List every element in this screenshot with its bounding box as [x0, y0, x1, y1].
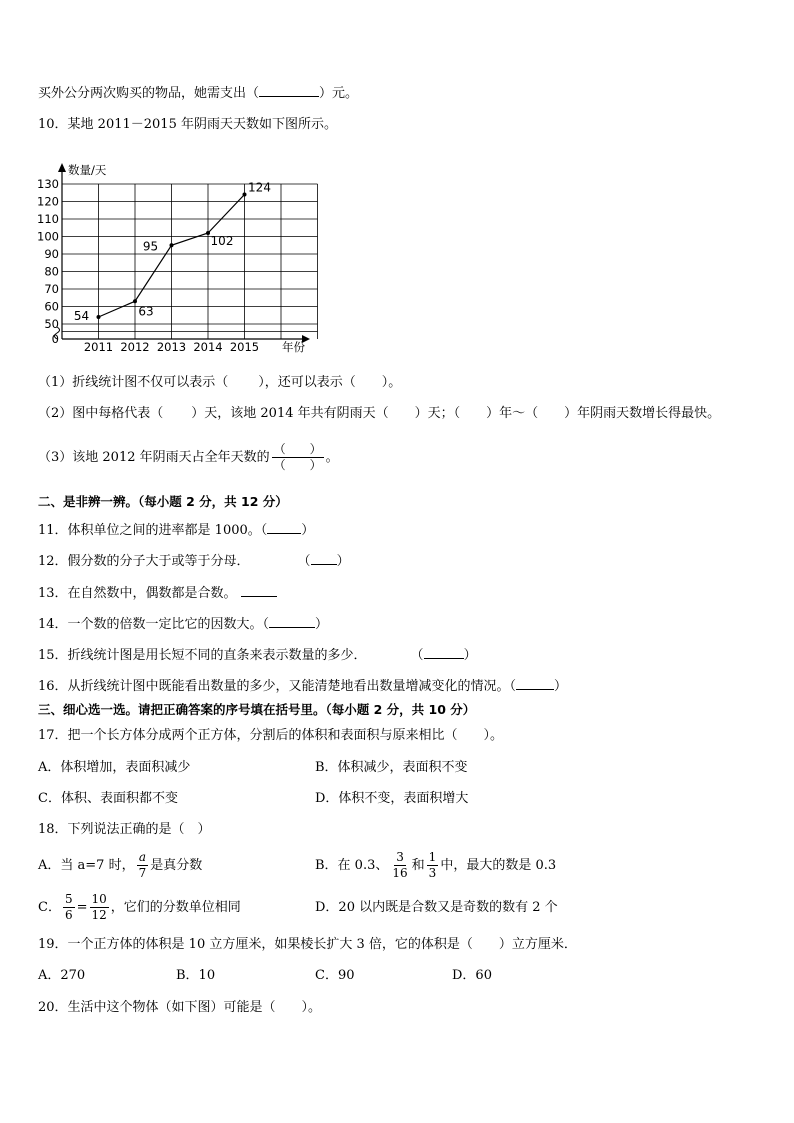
- fraction-numerator: 5: [64, 892, 73, 906]
- q18b-fraction1: [390, 850, 409, 881]
- q10-sub2: [38, 405, 720, 423]
- q10-sub1-a: （1）折线统计图不仅可以表示（: [38, 375, 229, 390]
- q14: [38, 614, 328, 634]
- q18a-pre: A．当 a=7 时，: [38, 858, 135, 873]
- q15-text: 15．折线统计图是用长短不同的直条来表示数量的多少．: [38, 648, 367, 663]
- line-chart: [30, 155, 330, 355]
- q12-answer-blank[interactable]: [311, 551, 337, 565]
- y-tick-label: 0: [51, 332, 59, 346]
- y-tick-label: 80: [44, 264, 59, 279]
- q13-answer-blank[interactable]: [241, 583, 277, 597]
- x-tick-label: 2015: [229, 340, 260, 354]
- y-tick-label: 70: [44, 282, 59, 296]
- q11-answer-blank[interactable]: [267, 520, 301, 534]
- q10-sub2-e: ）年阴雨天数增长得最快。: [564, 406, 721, 421]
- q18-option-d[interactable]: D．20 以内既是合数又是奇数的数有 2 个: [315, 900, 558, 915]
- data-point: [133, 299, 137, 303]
- chart-axes: [55, 163, 311, 343]
- q18b-pre: B．在 0.3、: [315, 858, 389, 873]
- q18c-pre: C．: [38, 900, 61, 915]
- q14-answer-blank[interactable]: [269, 614, 315, 628]
- fraction-denominator: 6: [64, 908, 73, 922]
- q19-option-c[interactable]: C．90: [315, 968, 355, 983]
- x-tick-label: 2013: [156, 340, 187, 354]
- q12-close: ）: [336, 554, 350, 569]
- y-tick-label: 130: [37, 177, 59, 191]
- y-tick-label: 90: [44, 247, 59, 261]
- q18-stem: 18．下列说法正确的是（ ）: [38, 822, 211, 837]
- q11-close: ）: [301, 523, 315, 538]
- x-tick-label: 2014: [193, 340, 223, 354]
- y-axis-arrow: [58, 163, 66, 172]
- fraction-numerator: 3: [396, 850, 404, 864]
- q19-option-b[interactable]: B．10: [176, 968, 216, 983]
- data-label: 95: [142, 239, 159, 254]
- q18c-eq: =: [76, 900, 88, 915]
- fraction-denominator: 7: [138, 866, 147, 880]
- fraction-numerator: 1: [428, 850, 437, 864]
- y-axis-label: 数量/天: [68, 163, 107, 177]
- q10-sub2-b: ）天，该地 2014 年共有阴雨天（: [191, 406, 389, 421]
- q12-open: （: [297, 554, 311, 569]
- q17-option-d[interactable]: D．体积不变，表面积增大: [315, 791, 469, 806]
- q19-option-a[interactable]: A．270: [38, 968, 86, 983]
- q15-answer-blank[interactable]: [424, 645, 464, 659]
- q17-option-b[interactable]: B．体积减少，表面积不变: [315, 760, 468, 775]
- q17-option-a[interactable]: A．体积增加，表面积减少: [38, 760, 191, 775]
- section2-title: 二、是非辨一辨。（每小题 2 分，共 12 分）: [38, 494, 288, 509]
- y-tick-label: 50: [44, 317, 59, 331]
- fraction-numerator: a: [138, 850, 146, 864]
- q18b-post: 中，最大的数是 0.3: [440, 858, 557, 873]
- q9-text-after: ）元。: [319, 86, 359, 101]
- q15: [38, 645, 477, 665]
- y-tick-label: 110: [37, 212, 59, 226]
- q18c-fraction1: [63, 892, 75, 923]
- section3-title: 三、细心选一选。请把正确答案的序号填在括号里。（每小题 2 分，共 10 分）: [38, 702, 476, 717]
- q16: [38, 676, 567, 696]
- data-point: [243, 193, 247, 197]
- q13: [38, 583, 277, 603]
- q17-option-c[interactable]: C．体积、表面积都不变: [38, 791, 178, 806]
- q18b-mid: 和: [411, 858, 425, 873]
- fraction-numerator: （ ）: [273, 442, 322, 456]
- y-tick-label: 120: [37, 194, 59, 209]
- q17-stem: 17．把一个长方体分成两个正方体，分割后的体积和表面积与原来相比（ ）。: [38, 728, 504, 743]
- fraction-denominator: 16: [392, 866, 408, 880]
- q10-sub3-a: （3）该地 2012 年阴雨天占全年天数的: [38, 450, 270, 465]
- q16-close: ）: [554, 679, 568, 694]
- q18a-post: 是真分数: [150, 858, 203, 873]
- q18a-fraction: [137, 850, 149, 881]
- q14-text: 14．一个数的倍数一定比它的因数大。（: [38, 617, 270, 632]
- x-tick-label: 2011: [83, 340, 114, 354]
- q10-sub1-b: ），还可以表示（: [258, 375, 356, 390]
- x-tick-label: 2012: [120, 340, 150, 354]
- fraction-denominator: 3: [428, 866, 437, 880]
- fraction-denominator: 12: [91, 908, 107, 922]
- q12-text: 12．假分数的分子大于或等于分母．: [38, 554, 250, 569]
- q20-stem: 20．生活中这个物体（如下图）可能是（ ）。: [38, 1000, 322, 1015]
- q10-sub3-b: 。: [325, 450, 339, 465]
- y-tick-label: 100: [37, 229, 59, 244]
- q18-option-b[interactable]: [315, 848, 556, 884]
- q18c-fraction2: [90, 892, 109, 923]
- y-tick-label: 60: [44, 299, 59, 314]
- q10-sub1-c: ）。: [381, 375, 402, 390]
- q18c-post: ，它们的分数单位相同: [110, 900, 241, 915]
- fraction-numerator: 10: [91, 892, 107, 906]
- q18b-fraction2: [427, 850, 439, 881]
- data-label: 102: [210, 234, 234, 248]
- data-point: [170, 243, 174, 247]
- data-point: [206, 231, 210, 235]
- q12: [38, 551, 350, 571]
- q16-answer-blank[interactable]: [516, 676, 554, 690]
- data-label: 124: [248, 180, 271, 195]
- q16-text: 16．从折线统计图中既能看出数量的多少，又能清楚地看出数量增减变化的情况。（: [38, 679, 517, 694]
- q10-sub2-a: （2）图中每格代表（: [38, 406, 164, 421]
- x-axis-label: 年份: [282, 340, 305, 354]
- fraction-denominator: （ ）: [273, 458, 322, 472]
- q9-text-before: 买外公分两次购买的物品，她需支出（: [38, 86, 260, 101]
- q18-option-c[interactable]: [38, 890, 241, 926]
- q10-sub3-fraction[interactable]: [272, 442, 324, 473]
- q9-tail-line: [38, 83, 358, 103]
- q15-close: ）: [463, 648, 477, 663]
- q10-sub3: [38, 440, 339, 476]
- q9-answer-blank[interactable]: [259, 83, 319, 97]
- q10-sub2-c: ）天；（: [414, 406, 461, 421]
- q14-close: ）: [315, 617, 329, 632]
- q11: [38, 520, 314, 540]
- q18-option-a[interactable]: [38, 848, 202, 884]
- q10-stem: 10．某地 2011－2015 年阴雨天天数如下图所示。: [38, 117, 337, 132]
- data-label: 63: [138, 304, 154, 319]
- data-label: 54: [73, 309, 90, 323]
- q10-sub1: [38, 374, 401, 392]
- data-point: [97, 315, 101, 319]
- q13-text: 13．在自然数中，偶数都是合数。: [38, 586, 237, 601]
- q19-option-d[interactable]: D．60: [452, 968, 492, 983]
- q10-sub2-d: ）年～（: [486, 406, 539, 421]
- q15-open: （: [410, 648, 424, 663]
- q11-text: 11．体积单位之间的进率都是 1000。（: [38, 523, 268, 538]
- q19-stem: 19．一个正方体的体积是 10 立方厘米，如果棱长扩大 3 倍，它的体积是（ ）立方厘米．: [38, 937, 577, 952]
